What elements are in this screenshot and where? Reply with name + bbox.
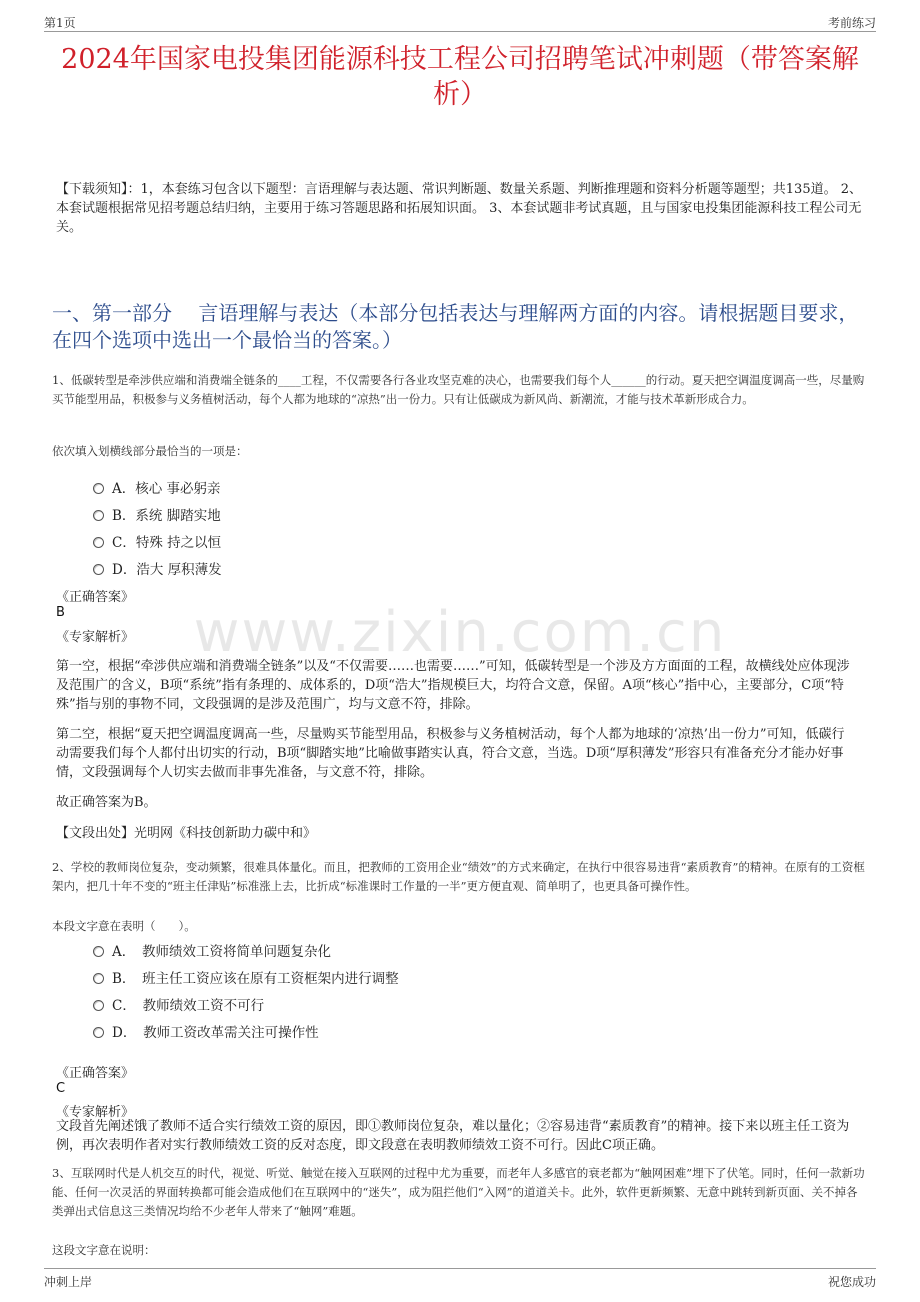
question-2-option-a[interactable]	[93, 940, 331, 960]
option-label: C． 教师绩效工资不可行	[112, 998, 265, 1014]
question-2-prompt: 本段文字意在表明（ ）。	[52, 919, 196, 933]
header-divider	[44, 31, 876, 32]
page-title: 2024年国家电投集团能源科技工程公司招聘笔试冲刺题（带答案解析）	[61, 44, 859, 110]
radio-icon[interactable]	[93, 946, 104, 957]
question-2-answer: C	[56, 1081, 66, 1096]
question-1-stem: 1、低碳转型是牵涉供应端和消费端全链条的____工程，不仅需要各行各业攻坚克难的决心，也需要我们每个人______的行动。夏天把空调温度调高一些，尽量购买节能型用品，积极参与义务植树活动，每个人都为地球的“凉热”出一份力。只有让低碳成为新风尚、新潮流，才能与技术革新形成合力。	[52, 373, 865, 406]
question-2-option-c[interactable]	[93, 994, 264, 1014]
question-2-option-d[interactable]	[93, 1021, 319, 1041]
footer-right-label: 祝您成功	[827, 1275, 876, 1289]
header-label: 考前练习	[827, 16, 876, 30]
question-1-answer: B	[56, 605, 65, 620]
question-1-option-c[interactable]	[93, 531, 221, 551]
section-heading: 一、第一部分 言语理解与表达（本部分包括表达与理解两方面的内容。请根据题目要求，在四个选项中选出一个最恰当的答案。）	[52, 301, 859, 352]
question-1-prompt: 依次填入划横线部分最恰当的一项是：	[52, 444, 248, 458]
radio-icon[interactable]	[93, 483, 104, 494]
page-number: 第1页	[44, 16, 76, 30]
question-1-conclusion: 故正确答案为B。	[56, 795, 157, 810]
option-label: D．浩大 厚积薄发	[112, 562, 222, 578]
question-1-option-b[interactable]	[93, 504, 221, 524]
radio-icon[interactable]	[93, 564, 104, 575]
radio-icon[interactable]	[93, 973, 104, 984]
option-label: A．核心 事必躬亲	[112, 481, 221, 497]
option-label: A． 教师绩效工资将简单问题复杂化	[112, 944, 331, 960]
question-1-analysis-2: 第二空，根据“夏天把空调温度调高一些，尽量购买节能型用品，积极参与义务植树活动，每个人都为地球的‘凉热’出一份力”可知，低碳行动需要我们每个人都付出切实的行动，B项“脚踏实地”比喻做事踏实认真，符合文意，当选。D项“厚积薄发”形容只有准备充分才能办好事情，文段强调每个人切实去做而非事先准备，与文意不符，排除。	[56, 727, 845, 780]
question-1-source: 【文段出处】光明网《科技创新助力碳中和》	[56, 826, 317, 841]
analysis-label: 《专家解析》	[56, 630, 135, 645]
question-1-option-d[interactable]	[93, 558, 222, 578]
option-label: B． 班主任工资应该在原有工资框架内进行调整	[112, 971, 399, 987]
question-2-analysis: 文段首先阐述饿了教师不适合实行绩效工资的原因，即①教师岗位复杂，难以量化；②容易违背“素质教育”的精神。接下来以班主任工资为例，再次表明作者对实行教师绩效工资的反对态度，即文段意在表明教师绩效工资不可行。因此C项正确。	[56, 1119, 850, 1153]
option-label: C．特殊 持之以恒	[112, 535, 222, 551]
option-label: B．系统 脚踏实地	[112, 508, 221, 524]
analysis-label: 《专家解析》	[56, 1105, 135, 1120]
radio-icon[interactable]	[93, 1000, 104, 1011]
option-label: D． 教师工资改革需关注可操作性	[112, 1025, 319, 1041]
radio-icon[interactable]	[93, 1027, 104, 1038]
question-3-prompt: 这段文字意在说明：	[52, 1243, 156, 1257]
question-2-option-b[interactable]	[93, 967, 399, 987]
question-3-stem: 3、互联网时代是人机交互的时代，视觉、听觉、触觉在接入互联网的过程中尤为重要，而老年人多感官的衰老都为“触网困难”埋下了伏笔。同时，任何一款新功能、任何一次灵活的界面转换都可能会造成他们在互联网中的“迷失”，成为阻拦他们“入网”的道道关卡。此外，软件更新频繁、无意中跳转到新页面、关不掉各类弹出式信息这三类情况均给不少老年人带来了“触网”难题。	[52, 1166, 865, 1218]
radio-icon[interactable]	[93, 510, 104, 521]
question-1-option-a[interactable]	[93, 477, 221, 497]
answer-label: 《正确答案》	[56, 590, 135, 605]
question-2-stem: 2、学校的教师岗位复杂，变动频繁，很难具体量化。而且，把教师的工资用企业“绩效”的方式来确定，在执行中很容易违背“素质教育”的精神。在原有的工资框架内，把几十年不变的“班主任津贴”标准涨上去，比折成“标准课时工作量的一半”更方便直观、简单明了，也更具备可操作性。	[52, 860, 865, 893]
footer-left-label: 冲刺上岸	[44, 1275, 93, 1289]
watermark: www.zixin.com.cn	[193, 600, 727, 665]
footer-divider	[44, 1268, 876, 1269]
answer-label: 《正确答案》	[56, 1066, 135, 1081]
radio-icon[interactable]	[93, 537, 104, 548]
question-1-analysis-1: 第一空，根据“牵涉供应端和消费端全链条”以及“不仅需要……也需要……”可知，低碳转型是一个涉及方方面面的工程，故横线处应体现涉及范围广的含义，B项“系统”指有条理的、成体系的，D项“浩大”指规模巨大，均符合文意，保留。A项“核心”指中心，主要部分，C项“特殊”指与别的事物不同，文段强调的是涉及范围广，均与文意不符，排除。	[56, 659, 850, 712]
download-notice: 【下载须知】：1，本套练习包含以下题型：言语理解与表达题、常识判断题、数量关系题、判断推理题和资料分析题等题型；共135道。 2、本套试题根据常见招考题总结归纳，主要用于练习答题思路和拓展知识面。 3、本套试题非考试真题，且与国家电投集团能源科技工程公司无关。	[56, 182, 862, 235]
